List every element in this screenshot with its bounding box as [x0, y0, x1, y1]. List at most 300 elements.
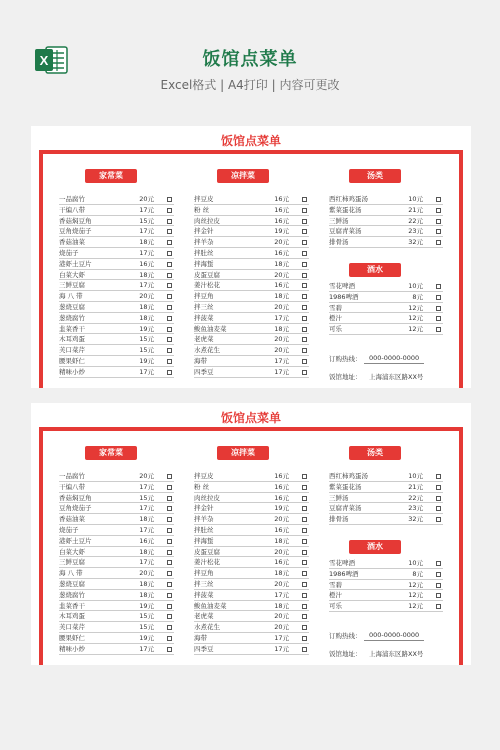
order-checkbox[interactable] — [436, 316, 441, 321]
dish-name: 拌羊杂 — [194, 515, 214, 524]
order-checkbox[interactable] — [167, 604, 172, 609]
order-checkbox[interactable] — [302, 528, 307, 533]
menu-item-row — [194, 324, 309, 335]
menu-item-row — [329, 503, 443, 514]
dish-name: 白菜大虾 — [59, 547, 85, 556]
dish-name: 拌豆皮 — [194, 195, 214, 203]
order-checkbox[interactable] — [167, 229, 172, 234]
order-checkbox[interactable] — [167, 593, 172, 598]
dish-price: 32元 — [408, 515, 423, 524]
order-checkbox[interactable] — [167, 560, 172, 565]
menu-item-row — [59, 633, 174, 644]
order-checkbox[interactable] — [436, 474, 441, 479]
menu-item-row — [59, 324, 174, 335]
menu-page-2 — [31, 403, 471, 665]
soup-list — [329, 194, 443, 248]
menu-item-row — [59, 601, 174, 612]
menu-item-row — [329, 514, 443, 525]
dish-price: 16元 — [274, 216, 289, 225]
menu-item-row — [194, 622, 309, 633]
dish-name: 雪花啤酒 — [329, 282, 355, 290]
dish-price: 19元 — [274, 227, 289, 236]
dish-price: 20元 — [274, 302, 289, 311]
dish-name: 姜汁松花 — [194, 281, 220, 290]
menu-item-row — [59, 248, 174, 259]
dish-price: 17元 — [274, 356, 289, 365]
menu-item-row — [194, 493, 309, 504]
menu-item-row — [329, 580, 443, 591]
dish-name: 三鲜汤 — [329, 216, 349, 225]
dish-name: 粉 丝 — [194, 205, 210, 214]
dish-price: 23元 — [408, 504, 423, 513]
menu-item-row — [59, 568, 174, 579]
dish-price: 20元 — [274, 335, 289, 344]
address-value: 上海浦东区路XX号 — [369, 650, 424, 658]
menu-item-row — [59, 226, 174, 237]
order-checkbox[interactable] — [167, 327, 172, 332]
order-checkbox[interactable] — [302, 251, 307, 256]
menu-item-row — [59, 644, 174, 655]
dish-name: 水煮花生 — [194, 346, 220, 355]
hotline-underline — [364, 363, 424, 364]
order-checkbox[interactable] — [436, 327, 441, 332]
dish-name: 皮蛋豆腐 — [194, 547, 220, 556]
menu-item-row — [194, 590, 309, 601]
cold-section-header: 凉拌菜 — [217, 446, 269, 460]
dish-price: 15元 — [139, 335, 154, 344]
dish-name: 香菇焖豆角 — [59, 493, 92, 502]
home-list — [59, 471, 174, 655]
menu-item-row — [329, 590, 443, 601]
dish-price: 17元 — [139, 482, 154, 491]
dish-price: 19元 — [139, 633, 154, 642]
dish-price: 16元 — [139, 259, 154, 268]
order-checkbox[interactable] — [167, 539, 172, 544]
order-checkbox[interactable] — [302, 604, 307, 609]
dish-price: 18元 — [274, 601, 289, 610]
menu-item-row — [59, 334, 174, 345]
dish-price: 10元 — [408, 195, 423, 203]
order-checkbox[interactable] — [302, 219, 307, 224]
dish-price: 17元 — [139, 227, 154, 236]
order-checkbox[interactable] — [436, 485, 441, 490]
menu-item-row — [59, 356, 174, 367]
dish-price: 8元 — [412, 292, 423, 301]
dish-name: 白菜大虾 — [59, 270, 85, 279]
order-checkbox[interactable] — [167, 337, 172, 342]
dish-name: 一品腐竹 — [59, 472, 85, 480]
order-checkbox[interactable] — [436, 197, 441, 202]
menu-item-row — [194, 601, 309, 612]
dish-name: 豆角烧茄子 — [59, 504, 92, 513]
order-hotline — [329, 354, 420, 363]
dish-price: 17元 — [139, 281, 154, 290]
svg-text:X: X — [39, 53, 49, 68]
dish-name: 香菇油菜 — [59, 238, 85, 247]
menu-item-row — [59, 313, 174, 324]
dish-price: 17元 — [274, 313, 289, 322]
dish-name: 紫菜蛋花汤 — [329, 482, 362, 491]
dish-name: 豆角烧茄子 — [59, 227, 92, 236]
dish-name: 拌肚丝 — [194, 525, 214, 534]
dish-price: 18元 — [139, 313, 154, 322]
dish-name: 精味小炒 — [59, 367, 85, 376]
dish-name: 香菇焖豆角 — [59, 216, 92, 225]
dish-price: 18元 — [139, 547, 154, 556]
dish-name: 西红柿鸡蛋汤 — [329, 472, 368, 480]
dish-price: 18元 — [274, 536, 289, 545]
order-checkbox[interactable] — [436, 561, 441, 566]
order-checkbox[interactable] — [302, 582, 307, 587]
order-checkbox[interactable] — [302, 316, 307, 321]
menu-item-row — [194, 313, 309, 324]
menu-item-row — [194, 611, 309, 622]
dish-name: 豆腐青菜汤 — [329, 227, 362, 236]
order-checkbox[interactable] — [436, 604, 441, 609]
order-checkbox[interactable] — [436, 517, 441, 522]
order-checkbox[interactable] — [436, 583, 441, 588]
dish-price: 20元 — [274, 579, 289, 588]
menu-item-row — [194, 356, 309, 367]
dish-name: 1986啤酒 — [329, 569, 359, 578]
order-checkbox[interactable] — [302, 550, 307, 555]
menu-item-row — [59, 579, 174, 590]
order-checkbox[interactable] — [167, 273, 172, 278]
menu-item-row — [329, 292, 443, 303]
order-checkbox[interactable] — [302, 283, 307, 288]
dish-price: 10元 — [408, 282, 423, 290]
order-checkbox[interactable] — [302, 496, 307, 501]
order-checkbox[interactable] — [436, 240, 441, 245]
dish-name: 精味小炒 — [59, 644, 85, 653]
dish-name: 老虎菜 — [194, 335, 214, 344]
order-checkbox[interactable] — [302, 359, 307, 364]
menu-item-row — [59, 493, 174, 504]
order-checkbox[interactable] — [167, 528, 172, 533]
dish-price: 15元 — [139, 346, 154, 355]
dish-price: 17元 — [139, 248, 154, 257]
cold-list — [194, 194, 309, 378]
menu-item-row — [329, 205, 443, 216]
dish-price: 10元 — [408, 559, 423, 567]
menu-item-row — [194, 557, 309, 568]
order-checkbox[interactable] — [167, 294, 172, 299]
dish-price: 19元 — [139, 356, 154, 365]
dish-name: 葱烧豆腐 — [59, 302, 85, 311]
dish-price: 17元 — [139, 504, 154, 513]
menu-item-row — [59, 525, 174, 536]
dish-price: 17元 — [139, 367, 154, 376]
soup-list — [329, 471, 443, 525]
menu-item-row — [194, 514, 309, 525]
menu-item-row — [59, 205, 174, 216]
menu-item-row — [59, 237, 174, 248]
dish-name: 一品腐竹 — [59, 195, 85, 203]
menu-item-row — [329, 237, 443, 248]
order-checkbox[interactable] — [302, 240, 307, 245]
order-checkbox[interactable] — [302, 485, 307, 490]
dish-price: 15元 — [139, 623, 154, 632]
home-section-header: 家常菜 — [85, 446, 137, 460]
dish-name: 老虎菜 — [194, 612, 214, 621]
order-checkbox[interactable] — [167, 647, 172, 652]
order-checkbox[interactable] — [167, 208, 172, 213]
drinks-list — [329, 558, 443, 612]
dish-price: 20元 — [139, 569, 154, 578]
dish-price: 16元 — [274, 525, 289, 534]
order-checkbox[interactable] — [302, 571, 307, 576]
order-checkbox[interactable] — [302, 506, 307, 511]
order-checkbox[interactable] — [302, 262, 307, 267]
order-checkbox[interactable] — [436, 572, 441, 577]
order-checkbox[interactable] — [302, 370, 307, 375]
dish-price: 18元 — [274, 292, 289, 301]
menu-item-row — [329, 216, 443, 227]
menu-item-row — [329, 324, 443, 335]
hotline-underline — [364, 640, 424, 641]
dish-price: 20元 — [274, 346, 289, 355]
dish-price: 20元 — [274, 515, 289, 524]
dish-price: 17元 — [139, 205, 154, 214]
menu-item-row — [329, 313, 443, 324]
dish-price: 12元 — [408, 314, 423, 323]
dish-name: 腰果虾仁 — [59, 356, 85, 365]
dish-price: 20元 — [139, 195, 154, 203]
menu-item-row — [194, 194, 309, 205]
restaurant-address — [329, 649, 424, 658]
order-checkbox[interactable] — [436, 219, 441, 224]
order-checkbox[interactable] — [167, 550, 172, 555]
dish-name: 葱烧豆腐 — [59, 579, 85, 588]
dish-name: 葱烧腐竹 — [59, 590, 85, 599]
order-checkbox[interactable] — [167, 240, 172, 245]
order-checkbox[interactable] — [302, 229, 307, 234]
dish-price: 17元 — [274, 644, 289, 653]
order-checkbox[interactable] — [167, 251, 172, 256]
dish-price: 18元 — [139, 238, 154, 247]
dish-price: 32元 — [408, 238, 423, 247]
dish-name: 拌肚丝 — [194, 248, 214, 257]
dish-name: 肉丝拉皮 — [194, 493, 220, 502]
menu-item-row — [194, 205, 309, 216]
dish-name: 海 八 带 — [59, 292, 83, 301]
dish-price: 17元 — [139, 525, 154, 534]
dish-name: 拌菠菜 — [194, 313, 214, 322]
order-checkbox[interactable] — [302, 294, 307, 299]
order-checkbox[interactable] — [436, 506, 441, 511]
dish-name: 1986啤酒 — [329, 292, 359, 301]
hotline-label: 订购热线： — [329, 355, 362, 363]
menu-item-row — [329, 303, 443, 314]
order-checkbox[interactable] — [436, 496, 441, 501]
dish-price: 10元 — [408, 472, 423, 480]
dish-price: 17元 — [274, 367, 289, 376]
order-checkbox[interactable] — [436, 229, 441, 234]
dish-name: 干煸八带 — [59, 205, 85, 214]
dish-name: 四季豆 — [194, 367, 214, 376]
order-checkbox[interactable] — [167, 474, 172, 479]
soup-section-header: 汤类 — [349, 446, 401, 460]
order-checkbox[interactable] — [436, 284, 441, 289]
order-checkbox[interactable] — [167, 197, 172, 202]
dish-price: 16元 — [139, 536, 154, 545]
dish-price: 22元 — [408, 493, 423, 502]
dish-name: 腰果虾仁 — [59, 633, 85, 642]
menu-page-1 — [31, 126, 471, 388]
order-checkbox[interactable] — [302, 348, 307, 353]
menu-item-row — [59, 280, 174, 291]
dish-price: 12元 — [408, 602, 423, 611]
order-checkbox[interactable] — [167, 316, 172, 321]
menu-item-row — [59, 503, 174, 514]
menu-item-row — [194, 579, 309, 590]
menu-item-row — [59, 557, 174, 568]
dish-name: 可乐 — [329, 325, 342, 334]
dish-name: 港虾土豆片 — [59, 536, 92, 545]
drinks-section-header: 酒水 — [349, 263, 401, 277]
dish-name: 芙口菜芹 — [59, 623, 85, 632]
order-checkbox[interactable] — [167, 636, 172, 641]
menu-item-row — [59, 259, 174, 270]
order-checkbox[interactable] — [167, 262, 172, 267]
menu-item-row — [194, 633, 309, 644]
menu-item-row — [59, 291, 174, 302]
order-checkbox[interactable] — [167, 625, 172, 630]
home-section-header: 家常菜 — [85, 169, 137, 183]
dish-name: 拌海蜇 — [194, 536, 214, 545]
order-checkbox[interactable] — [302, 539, 307, 544]
order-checkbox[interactable] — [167, 496, 172, 501]
order-checkbox[interactable] — [436, 306, 441, 311]
menu-item-row — [59, 536, 174, 547]
order-checkbox[interactable] — [302, 593, 307, 598]
order-checkbox[interactable] — [167, 582, 172, 587]
menu-item-row — [194, 248, 309, 259]
dish-price: 16元 — [274, 248, 289, 257]
dish-name: 鲅鱼油麦菜 — [194, 601, 227, 610]
menu-item-row — [59, 622, 174, 633]
order-checkbox[interactable] — [302, 474, 307, 479]
dish-name: 海 八 带 — [59, 569, 83, 578]
header-subtitle: Excel格式 | A4打印 | 内容可更改 — [160, 78, 340, 92]
cold-section-header: 凉拌菜 — [217, 169, 269, 183]
dish-name: 雪碧 — [329, 580, 342, 589]
order-checkbox[interactable] — [302, 647, 307, 652]
dish-price: 16元 — [274, 281, 289, 290]
dish-price: 18元 — [139, 302, 154, 311]
menu-item-row — [329, 558, 443, 569]
menu-item-row — [59, 514, 174, 525]
order-checkbox[interactable] — [302, 625, 307, 630]
dish-price: 12元 — [408, 580, 423, 589]
order-checkbox[interactable] — [436, 208, 441, 213]
dish-price: 17元 — [139, 558, 154, 567]
order-checkbox[interactable] — [302, 197, 307, 202]
dish-name: 葱烧腐竹 — [59, 313, 85, 322]
menu-item-row — [329, 493, 443, 504]
dish-name: 拌豆角 — [194, 292, 214, 301]
dish-price: 22元 — [408, 216, 423, 225]
order-checkbox[interactable] — [436, 593, 441, 598]
order-checkbox[interactable] — [167, 614, 172, 619]
order-checkbox[interactable] — [302, 517, 307, 522]
order-checkbox[interactable] — [167, 506, 172, 511]
menu-item-row — [59, 270, 174, 281]
dish-price: 21元 — [408, 205, 423, 214]
menu-item-row — [59, 547, 174, 558]
order-checkbox[interactable] — [167, 571, 172, 576]
dish-price: 21元 — [408, 482, 423, 491]
order-checkbox[interactable] — [302, 636, 307, 641]
dish-price: 12元 — [408, 591, 423, 600]
dish-name: 排骨汤 — [329, 515, 349, 524]
order-checkbox[interactable] — [167, 517, 172, 522]
dish-price: 19元 — [274, 504, 289, 513]
dish-name: 鲅鱼油麦菜 — [194, 324, 227, 333]
menu-item-row — [194, 226, 309, 237]
menu-item-row — [194, 216, 309, 227]
order-checkbox[interactable] — [167, 219, 172, 224]
dish-name: 拌金针 — [194, 227, 214, 236]
dish-name: 海带 — [194, 356, 207, 365]
order-checkbox[interactable] — [302, 208, 307, 213]
menu-item-row — [59, 367, 174, 378]
order-checkbox[interactable] — [436, 295, 441, 300]
order-checkbox[interactable] — [167, 370, 172, 375]
dish-price: 20元 — [274, 547, 289, 556]
menu-item-row — [194, 568, 309, 579]
dish-price: 20元 — [139, 292, 154, 301]
menu-item-row — [194, 280, 309, 291]
dish-price: 16元 — [274, 195, 289, 203]
order-checkbox[interactable] — [167, 359, 172, 364]
dish-name: 烧茄子 — [59, 525, 79, 534]
dish-name: 拌三丝 — [194, 302, 214, 311]
menu-item-row — [329, 601, 443, 612]
dish-name: 水煮花生 — [194, 623, 220, 632]
drinks-section-header: 酒水 — [349, 540, 401, 554]
dish-name: 芙口菜芹 — [59, 346, 85, 355]
menu-item-row — [59, 471, 174, 482]
menu-item-row — [194, 644, 309, 655]
menu-title: 饭馆点菜单 — [220, 411, 281, 425]
order-checkbox[interactable] — [302, 305, 307, 310]
order-hotline — [329, 631, 420, 640]
dish-name: 拌豆皮 — [194, 472, 214, 480]
order-checkbox[interactable] — [302, 327, 307, 332]
order-checkbox[interactable] — [167, 283, 172, 288]
order-checkbox[interactable] — [302, 560, 307, 565]
address-label: 饭馆地址： — [329, 373, 362, 381]
dish-name: 三鲜豆腐 — [59, 558, 85, 567]
order-checkbox[interactable] — [302, 614, 307, 619]
order-checkbox[interactable] — [167, 305, 172, 310]
menu-item-row — [59, 345, 174, 356]
order-checkbox[interactable] — [167, 348, 172, 353]
order-checkbox[interactable] — [302, 337, 307, 342]
dish-price: 19元 — [139, 601, 154, 610]
order-checkbox[interactable] — [302, 273, 307, 278]
dish-name: 豆腐青菜汤 — [329, 504, 362, 513]
menu-item-row — [59, 194, 174, 205]
order-checkbox[interactable] — [167, 485, 172, 490]
dish-name: 拌羊杂 — [194, 238, 214, 247]
dish-name: 拌金针 — [194, 504, 214, 513]
menu-item-row — [329, 482, 443, 493]
menu-item-row — [194, 291, 309, 302]
dish-name: 三鲜豆腐 — [59, 281, 85, 290]
dish-price: 18元 — [139, 270, 154, 279]
